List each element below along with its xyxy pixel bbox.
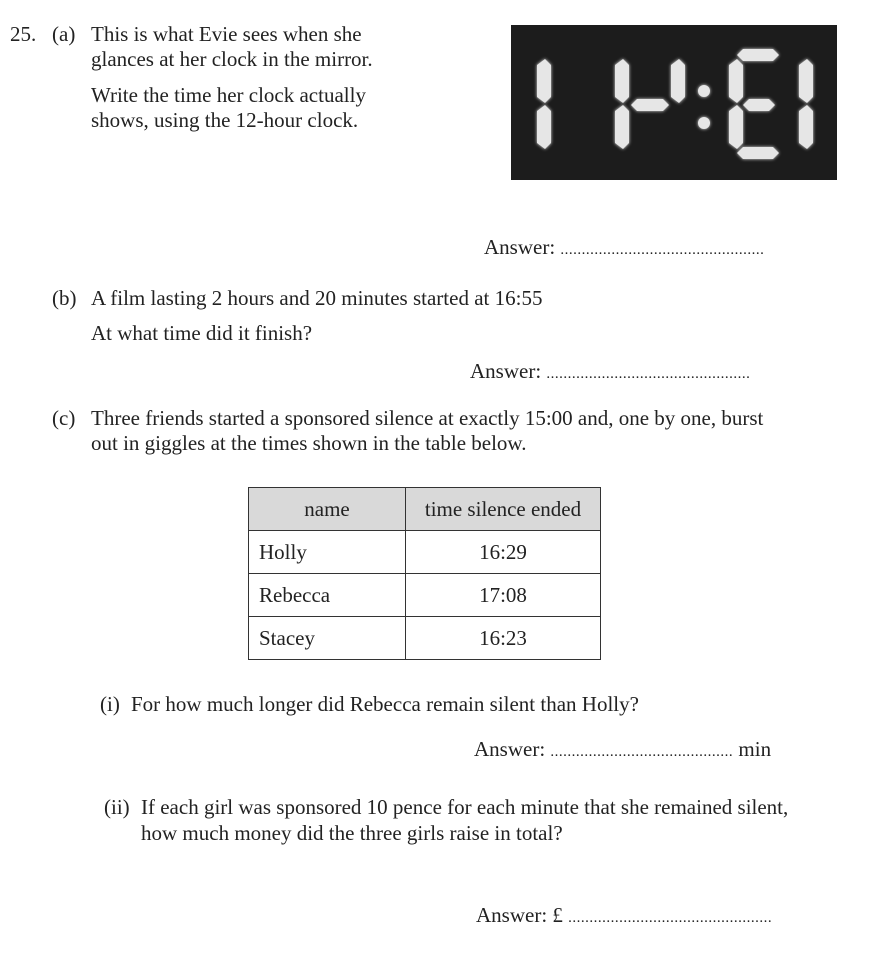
table-row: [249, 617, 601, 660]
table-header-row: [249, 488, 601, 531]
part-a-answer-line[interactable]: ................................................: [560, 242, 765, 258]
part-b-line-2: At what time did it finish?: [91, 321, 313, 345]
part-a-line-2: glances at her clock in the mirror.: [91, 47, 373, 71]
part-a-label: (a): [52, 22, 76, 46]
part-a-line-1: This is what Evie sees when she: [91, 22, 362, 46]
table-row: [249, 531, 601, 574]
sub-i-text: For how much longer did Rebecca remain silent than Holly?: [131, 692, 639, 716]
part-c-line-2: out in giggles at the times shown in the table below.: [91, 431, 527, 455]
part-a-line-3: Write the time her clock actually: [91, 83, 366, 107]
table-cell-name: Holly: [249, 531, 406, 574]
sub-ii-answer: [476, 903, 772, 928]
part-c-line-1: Three friends started a sponsored silence at exactly 15:00 and, one by one, burst: [91, 406, 764, 430]
part-b-answer: [470, 359, 750, 384]
table-cell-name: Stacey: [249, 617, 406, 660]
sub-ii-answer-line[interactable]: ................................................: [568, 910, 773, 926]
mirrored-digital-clock-icon: [511, 25, 837, 180]
table-header-name: name: [249, 488, 406, 531]
table-row: [249, 574, 601, 617]
sub-ii-line-2: how much money did the three girls raise in total?: [141, 821, 563, 845]
sub-ii-line-1: If each girl was sponsored 10 pence for each minute that she remained silent,: [141, 795, 789, 819]
table-cell-time: 16:29: [406, 531, 601, 574]
sub-i-answer-label: Answer:: [474, 737, 546, 761]
table-cell-time: 17:08: [406, 574, 601, 617]
part-c-label: (c): [52, 406, 76, 430]
sub-ii-answer-label: Answer: £: [476, 903, 563, 927]
question-number: 25.: [10, 22, 37, 46]
sub-i-answer-line[interactable]: ...........................................: [550, 744, 734, 760]
table-cell-time: 16:23: [406, 617, 601, 660]
part-b-line-1: A film lasting 2 hours and 20 minutes started at 16:55: [91, 286, 543, 310]
sub-i-answer: [474, 737, 771, 762]
table-cell-name: Rebecca: [249, 574, 406, 617]
part-b-answer-line[interactable]: ................................................: [546, 366, 751, 382]
sub-i-label: (i): [100, 692, 120, 716]
part-a-answer: [484, 235, 764, 260]
part-b-label: (b): [52, 286, 77, 310]
part-a-answer-label: Answer:: [484, 235, 556, 259]
table-header-time: time silence ended: [406, 488, 601, 531]
sub-ii-label: (ii): [104, 795, 130, 819]
part-a-line-4: shows, using the 12-hour clock.: [91, 108, 359, 132]
sub-i-answer-unit: min: [738, 737, 772, 761]
part-b-answer-label: Answer:: [470, 359, 542, 383]
silence-times-table: [248, 487, 601, 660]
